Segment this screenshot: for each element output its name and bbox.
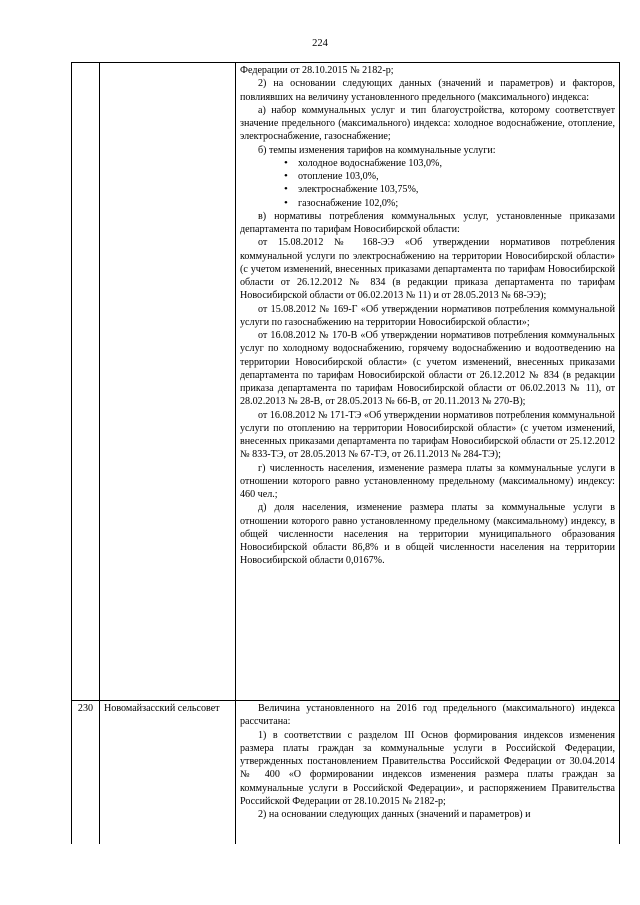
- paragraph: 1) в соответствии с разделом III Основ формирования индексов изменения размера платы граждан за коммунальные услуги в Российской Федерации, утвержденных постановлением Правительства Российской Федерации от 30.04.2014 № 400 «О формировании индексов изменения размера платы граждан за коммунальные услуги в Российской Федерации», и распоряжением Правительства Российской Федерации от 28.10.2015 № 2182-р;: [240, 729, 615, 807]
- list-item: • электроснабжение 103,75%,: [284, 183, 615, 196]
- indices-table: [71, 62, 620, 844]
- tariff-rate-list: [240, 157, 615, 210]
- paragraph: от 16.08.2012 № 170-В «Об утверждении нормативов потребления коммунальных услуг по холодному водоснабжению, горячему водоснабжению и водоотведению на территории Новосибирской области» (с учетом изменений, внесенных приказами департамента по тарифам Новосибирской области от 26.12.2012 № 834 (в редакции приказа департамента по тарифам Новосибирской области от 06.02.2013 № 11), от 28.02.2013 № 28-В, от 28.05.2013 № 66-В, от 20.11.2013 № 270-В);: [240, 330, 615, 408]
- paragraph: 2) на основании следующих данных (значений и параметров) и факторов, повлиявших на величину установленного предельного (максимального) индекса:: [240, 78, 615, 103]
- row-number-cell: 230: [72, 701, 100, 845]
- paragraph: от 15.08.2012 № 168-ЭЭ «Об утверждении нормативов потребления коммунальной услуги по электроснабжению на территории Новосибирской области» (с учетом изменений, внесенных приказами департамента по тарифам Новосибирской области от 26.12.2012 № 834 (в редакции приказа департамента по тарифам Новосибирской области от 06.02.2013 № 11) и от 28.05.2013 № 68-ЭЭ);: [240, 237, 615, 302]
- municipality-cell: [100, 63, 236, 701]
- description-cell: [236, 701, 620, 845]
- paragraph: в) нормативы потребления коммунальных услуг, установленные приказами департамента по тарифам Новосибирской области:: [240, 210, 615, 235]
- paragraph: от 15.08.2012 № 169-Г «Об утверждении нормативов потребления коммунальной услуги по газоснабжению на территории Новосибирской области»;: [240, 303, 615, 328]
- list-item: • отопление 103,0%,: [284, 170, 615, 183]
- page-number: 224: [312, 38, 328, 49]
- table-row: [72, 701, 620, 845]
- paragraph: 2) на основании следующих данных (значений и параметров) и: [258, 809, 531, 820]
- paragraph: г) численность населения, изменение размера платы за коммунальные услуги в отношении которого равно установленному предельному (максимальному) индексу: 460 чел.;: [240, 462, 615, 500]
- paragraph: от 16.08.2012 № 171-ТЭ «Об утверждении нормативов потребления коммунальной услуги по отоплению на территории Новосибирской области» (с учетом изменений, внесенных приказами департамента по тарифам Новосибирской области от 25.12.2012 № 833-ТЭ, от 28.05.2013 № 67-ТЭ, от 26.11.2013 № 284-ТЭ);: [240, 409, 615, 461]
- paragraph: а) набор коммунальных услуг и тип благоустройства, которому соответствует значение предельного (максимального) индекса: холодное водоснабжение, отопление, электроснабжение, газоснабжение;: [240, 104, 615, 143]
- list-item: • газоснабжение 102,0%;: [284, 197, 615, 210]
- row-number-cell: [72, 63, 100, 701]
- list-item: • холодное водоснабжение 103,0%,: [284, 157, 615, 170]
- paragraph: Федерации от 28.10.2015 № 2182-р;: [240, 65, 394, 76]
- table-row: [72, 63, 620, 701]
- paragraph: Величина установленного на 2016 год предельного (максимального) индекса рассчитана:: [240, 703, 615, 728]
- municipality-cell: Новомайзасский сельсовет: [100, 701, 236, 845]
- description-cell: [236, 63, 620, 701]
- paragraph: д) доля населения, изменение размера платы за коммунальные услуги в отношении которого равно установленному предельному (максимальному) индексу, в общей численности населения на территории муниципального образования Новосибирской области 86,8% и в общей численности населения на территории Новосибирской области 0,0167%.: [240, 502, 615, 567]
- paragraph: б) темпы изменения тарифов на коммунальные услуги:: [258, 144, 496, 156]
